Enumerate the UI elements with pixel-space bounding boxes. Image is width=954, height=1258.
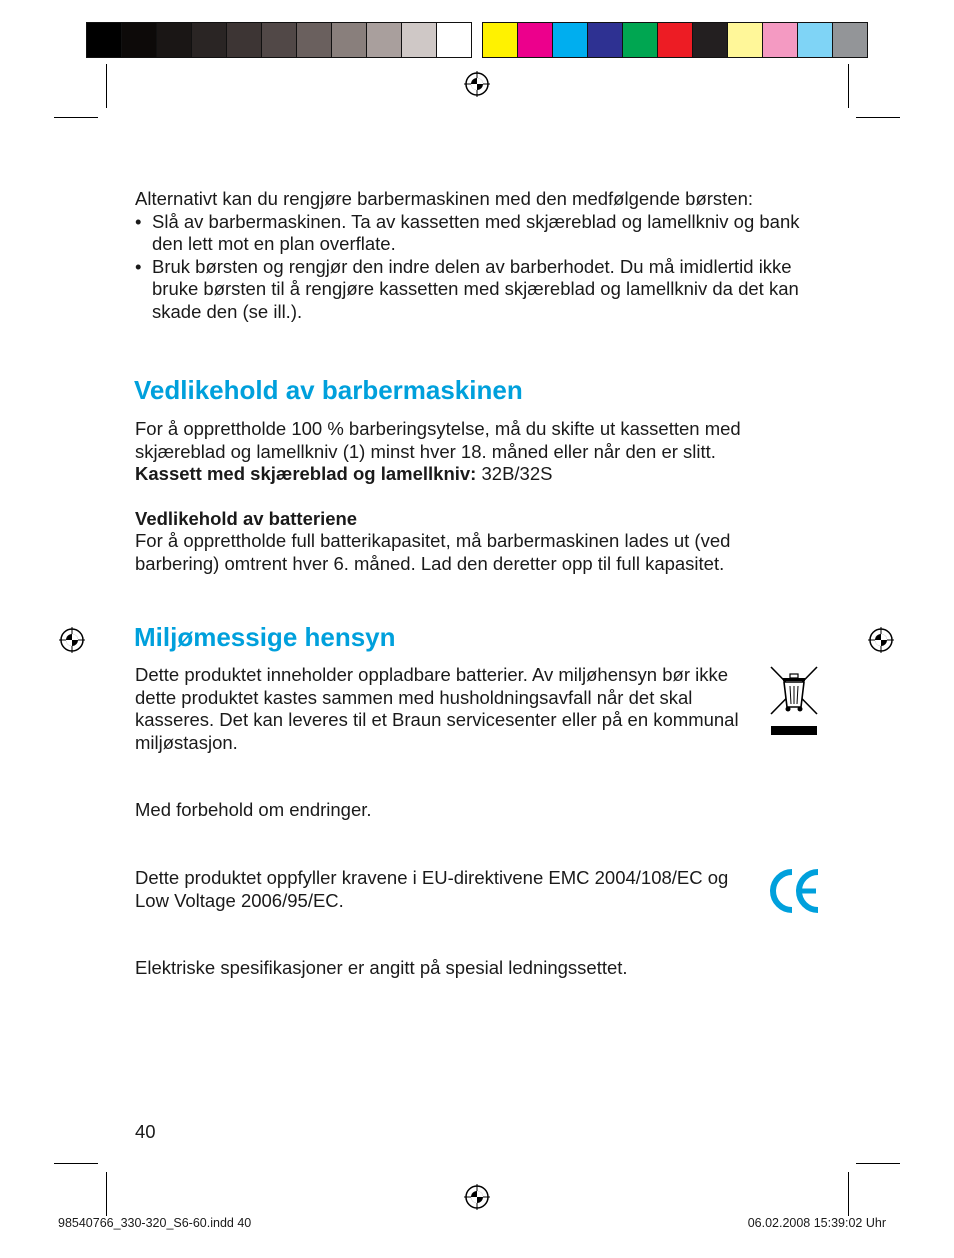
color-calibration-bar xyxy=(86,22,868,58)
intro-line: Alternativt kan du rengjøre barbermaskinen med den medfølgende børsten: xyxy=(135,188,754,209)
color-swatch xyxy=(262,22,297,58)
color-swatch xyxy=(763,22,798,58)
cassette-label: Kassett med skjæreblad og lamellkniv: xyxy=(135,463,477,485)
intro-bullet: • Bruk børsten og rengjør den indre delen av barberhodet. Du må imidlertid ikke bruke børsten til å rengjøre kassetten med skjæreblad og lamellkniv da det kan skade den (se ill.). xyxy=(135,256,812,324)
intro-section xyxy=(135,188,825,324)
color-swatch xyxy=(437,22,472,58)
crop-mark xyxy=(54,1163,98,1164)
crop-mark xyxy=(106,1172,107,1216)
color-swatch xyxy=(86,22,122,58)
color-swatch xyxy=(227,22,262,58)
footer-timestamp: 06.02.2008 15:39:02 Uhr xyxy=(747,1216,886,1230)
maintenance-text: For å opprettholde 100 % barberingsytelse, må du skifte ut kassetten med skjæreblad og lamellkniv (1) minst hver 18. måned eller når den er slitt. xyxy=(135,418,741,462)
maintenance-section xyxy=(135,418,805,576)
color-swatch xyxy=(402,22,437,58)
ce-compliance-text: Dette produktet oppfyller kravene i EU-direktivene EMC 2004/108/EC og Low Voltage 2006/95/EC. xyxy=(135,867,729,911)
intro-bullet: • Slå av barbermaskinen. Ta av kassetten med skjæreblad og lamellkniv og bank den lett mot en plan overflate. xyxy=(135,211,812,256)
environment-heading: Miljømessige hensyn xyxy=(134,622,396,652)
color-swatch xyxy=(482,22,518,58)
battery-heading: Vedlikehold av batteriene xyxy=(135,507,358,529)
color-swatch xyxy=(588,22,623,58)
registration-mark-icon xyxy=(464,1184,490,1210)
electrical-spec-note: Elektriske spesifikasjoner er angitt på spesial ledningssettet. xyxy=(135,957,628,978)
color-swatch xyxy=(297,22,332,58)
ce-mark-icon xyxy=(768,866,822,916)
crop-mark xyxy=(856,117,900,118)
color-swatches xyxy=(482,22,868,58)
color-swatch xyxy=(658,22,693,58)
color-swatch xyxy=(728,22,763,58)
color-swatch xyxy=(518,22,553,58)
color-swatch xyxy=(332,22,367,58)
crop-mark xyxy=(848,1172,849,1216)
crossed-out-wheelie-bin-icon xyxy=(768,664,820,738)
cassette-value: 32B/32S xyxy=(476,463,553,485)
color-swatch xyxy=(157,22,192,58)
color-swatch xyxy=(798,22,833,58)
crop-mark xyxy=(856,1163,900,1164)
color-swatch xyxy=(833,22,868,58)
grayscale-swatches xyxy=(86,22,472,58)
color-swatch xyxy=(623,22,658,58)
registration-mark-icon xyxy=(59,627,85,653)
color-swatch xyxy=(553,22,588,58)
footer-filename: 98540766_330-320_S6-60.indd 40 xyxy=(58,1216,252,1230)
registration-mark-icon xyxy=(464,71,490,97)
changes-note: Med forbehold om endringer. xyxy=(135,799,372,820)
registration-mark-icon xyxy=(868,627,894,653)
environment-text: Dette produktet inneholder oppladbare batterier. Av miljøhensyn bør ikke dette produktet kastes sammen med husholdningsavfall når det skal kasseres. Det kan leveres til et Braun servicesenter eller på en kommunal miljøstasjon. xyxy=(135,664,739,753)
crop-mark xyxy=(54,117,98,118)
crop-mark xyxy=(848,64,849,108)
color-swatch xyxy=(122,22,157,58)
cassette-line xyxy=(135,463,805,486)
color-swatch xyxy=(192,22,227,58)
maintenance-heading: Vedlikehold av barbermaskinen xyxy=(134,375,523,405)
crop-mark xyxy=(106,64,107,108)
color-swatch xyxy=(693,22,728,58)
page-number: 40 xyxy=(135,1121,156,1142)
battery-text: For å opprettholde full batterikapasitet, må barbermaskinen lades ut (ved barbering) omtrent hver 6. måned. Lad den deretter opp til full kapasitet. xyxy=(135,530,731,574)
color-swatch xyxy=(367,22,402,58)
